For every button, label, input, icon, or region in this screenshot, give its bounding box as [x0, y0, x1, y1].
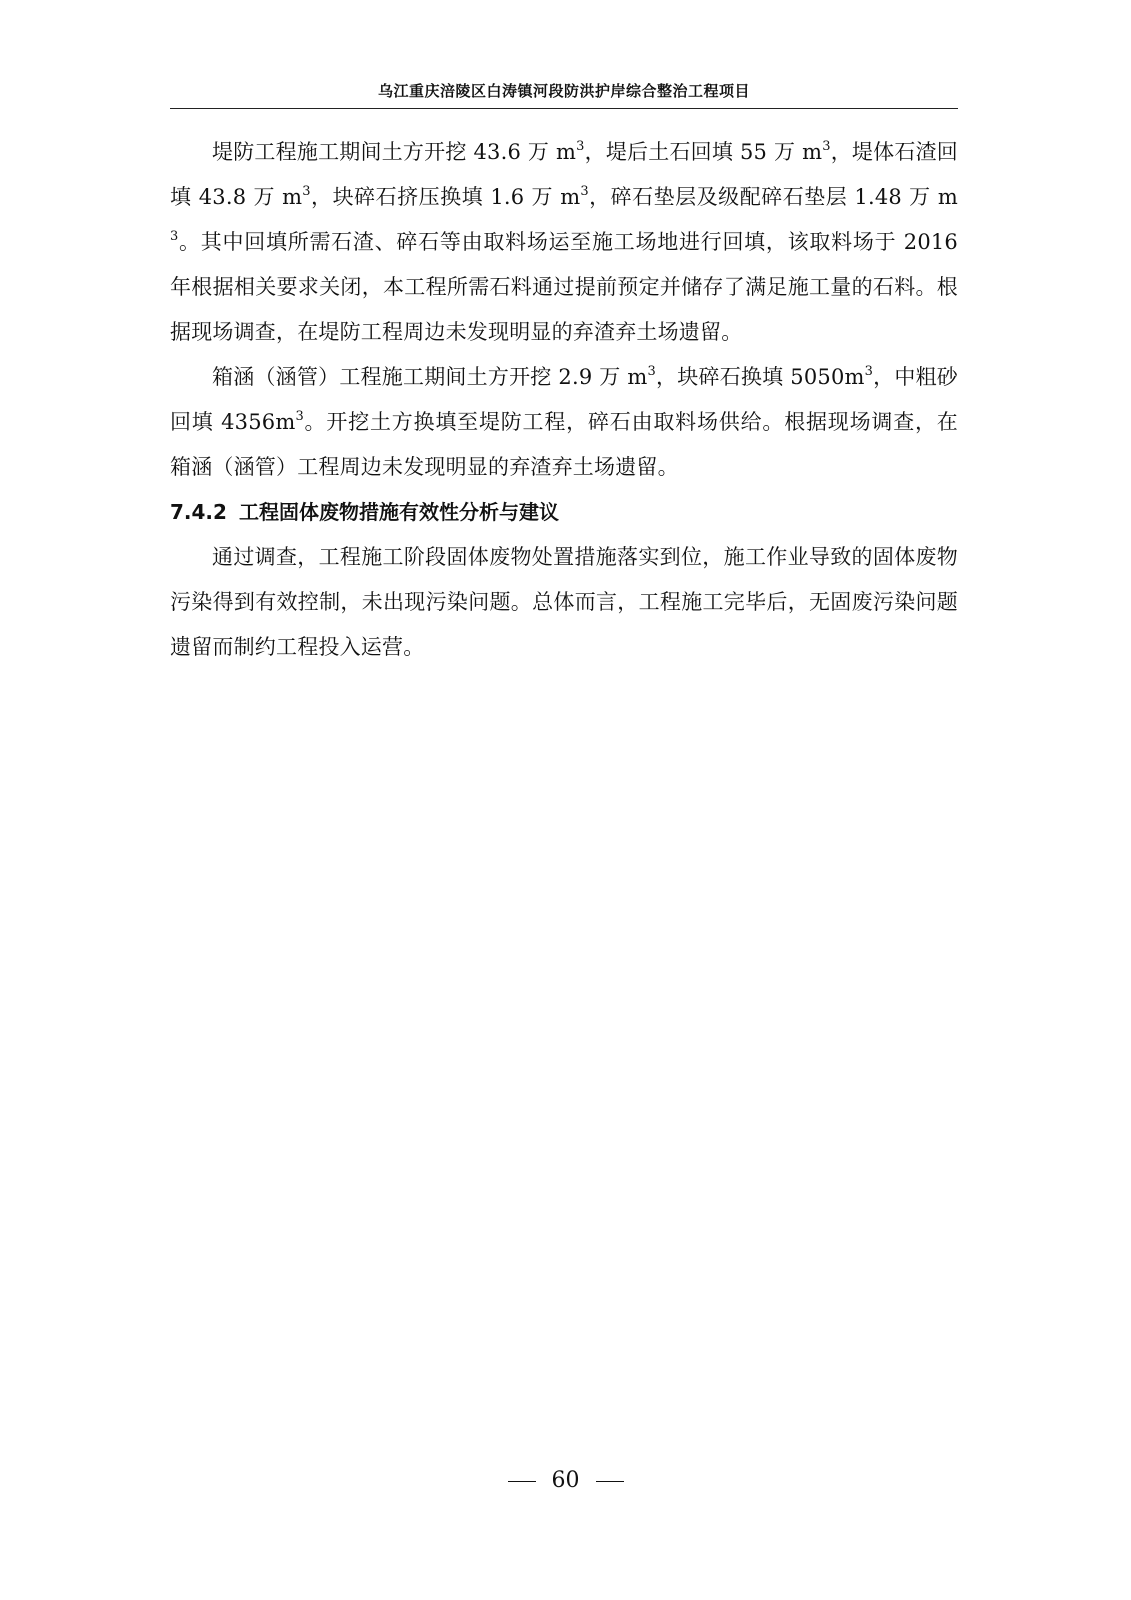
superscript: 3 — [295, 409, 304, 424]
superscript: 3 — [822, 139, 831, 154]
superscript: 3 — [864, 364, 874, 379]
superscript: 3 — [647, 364, 657, 379]
footer-dash-right — [596, 1481, 624, 1482]
paragraph-text: 箱涵（涵管）工程施工期间土方开挖 2.9 万 m — [212, 365, 648, 389]
paragraph-text: 。其中回填所需石渣、碎石等由取料场运至施工场地进行回填，该取料场于 2016 年根据相关要求关闭，本工程所需石料通过提前预定并储存了满足施工量的石料。根据现场调查，在堤防工程周边未发现明显的弃渣弃土场遗留。 — [170, 230, 958, 344]
page-footer — [0, 1466, 1131, 1496]
paragraph-text: ，堤后土石回填 55 万 m — [584, 140, 823, 164]
section-number: 7.4.2 — [170, 500, 227, 524]
superscript: 3 — [576, 139, 585, 154]
page-header — [170, 80, 958, 109]
paragraph-text: 。开挖土方换填至堤防工程，碎石由取料场供给。根据现场调查，在箱涵（涵管）工程周边未发现明显的弃渣弃土场遗留。 — [170, 410, 959, 479]
section-heading — [170, 490, 958, 535]
paragraph-embankment — [170, 130, 958, 355]
superscript: 3 — [302, 184, 311, 199]
paragraph-culvert — [170, 355, 958, 490]
footer-dash-left — [508, 1481, 536, 1482]
header-title: 乌江重庆涪陵区白涛镇河段防洪护岸综合整治工程项目 — [377, 82, 750, 100]
paragraph-text: ，碎石垫层及级配碎石垫层 1.48 万 m — [588, 185, 958, 209]
document-body — [170, 130, 958, 670]
section-title: 工程固体废物措施有效性分析与建议 — [238, 500, 559, 524]
paragraph-solid-waste: 通过调查，工程施工阶段固体废物处置措施落实到位，施工作业导致的固体废物污染得到有效控制，未出现污染问题。总体而言，工程施工完毕后，无固废污染问题遗留而制约工程投入运营。 — [170, 545, 958, 659]
paragraph-text: ，中粗砂回填 4356m — [170, 365, 958, 434]
paragraph-text: ，块碎石挤压换填 1.6 万 m — [310, 185, 581, 209]
superscript: 3 — [170, 229, 179, 244]
paragraph-text: ，堤体石渣回填 43.8 万 m — [170, 140, 958, 209]
paragraph-text: ，块碎石换填 5050m — [656, 365, 865, 389]
paragraph-text: 堤防工程施工期间土方开挖 43.6 万 m — [212, 140, 577, 164]
page-number: 60 — [551, 1468, 580, 1493]
superscript: 3 — [580, 184, 589, 199]
